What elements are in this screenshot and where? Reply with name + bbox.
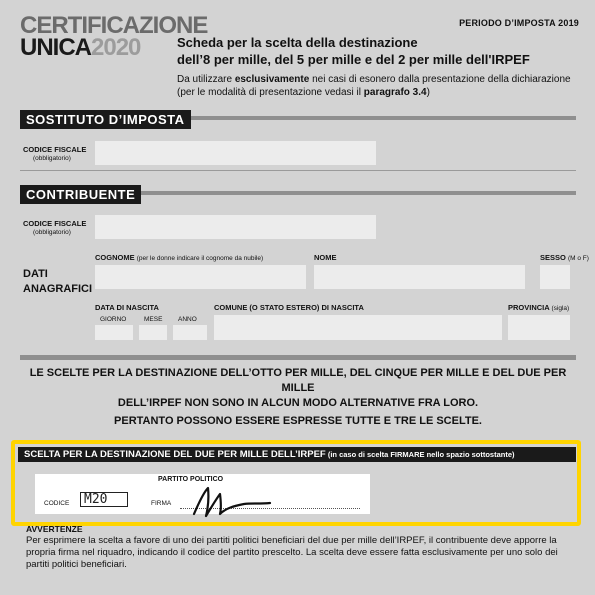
scelta-heading-note-b: FIRMARE [390,450,425,459]
anno-field[interactable] [173,325,207,340]
page-title [177,34,577,68]
label-dati-anagrafici [23,267,92,297]
avvertenze-heading: AVVERTENZE [26,524,83,534]
periodo-imposta: PERIODO D’IMPOSTA 2019 [459,18,579,28]
sesso-field[interactable] [540,265,570,289]
avvertenze-text: Per esprimere la scelta a favore di uno dei partiti politici beneficiari del due per mille dell’IRPEF, il contribuente deve apporre la propria firma nel riquadro, indicando il codice del partito prescelto. La scelta deve essere fatta esclusivamente per uno solo dei partiti politici beneficiari. [26,535,558,570]
comune-field[interactable] [214,315,502,340]
scelta-heading-note-a: (in caso di scelta [325,450,391,459]
sub2a: (per le modalità di presentazione vedasi il [177,87,364,98]
label-codice-fiscale-sostituto: CODICE FISCALE [23,145,87,154]
section-heading-sostituto: SOSTITUTO D’IMPOSTA [20,110,191,129]
nome-field[interactable] [314,265,525,289]
notice-scelte [20,366,576,429]
title-line-1: Scheda per la scelta della destinazione [177,35,418,50]
scelta-heading-note-c: nello spazio sottostante) [424,450,515,459]
label-anno: ANNO [178,316,197,323]
label-obbligatorio-contribuente: (obbligatorio) [33,229,71,236]
sub1a: Da utilizzare [177,74,235,85]
provincia-note: (sigla) [551,305,570,312]
label-firma: FIRMA [151,500,172,507]
page-subtitle [177,73,577,99]
label-nome: NOME [314,253,337,262]
mese-field[interactable] [139,325,167,340]
label-comune: COMUNE (O STATO ESTERO) DI NASCITA [214,303,364,312]
sub2b: paragrafo 3.4 [363,87,427,98]
title-line-2: dell’8 per mille, del 5 per mille e del 2 per mille dell'IRPEF [177,52,530,67]
sesso-text: SESSO [540,253,566,262]
section-band [20,355,576,360]
section-heading-due-per-mille [18,447,576,462]
label-mese: MESE [144,316,163,323]
label-codice: CODICE [44,500,70,507]
label-obbligatorio-sostituto: (obbligatorio) [33,155,71,162]
codice-fiscale-sostituto-field[interactable] [95,141,376,165]
label-giorno: GIORNO [100,316,127,323]
divider [20,170,576,171]
cognome-text: COGNOME [95,253,135,262]
provincia-field[interactable] [508,315,570,340]
sub1b: esclusivamente [234,74,310,85]
label-provincia [508,303,569,312]
notice-line-3: PERTANTO POSSONO ESSERE ESPRESSE TUTTE E TRE LE SCELTE. [114,415,482,427]
notice-line-1: LE SCELTE PER LA DESTINAZIONE DELL’OTTO PER MILLE, DEL CINQUE PER MILLE E DEL DUE PER MILLE [29,367,567,394]
cognome-field[interactable] [95,265,306,289]
sesso-note: (M o F) [567,255,589,262]
label-cognome [95,253,263,262]
codice-fiscale-contribuente-field[interactable] [95,215,376,239]
signature-icon[interactable] [190,484,280,520]
label-codice-fiscale-contribuente: CODICE FISCALE [23,219,87,228]
label-data-nascita: DATA DI NASCITA [95,303,159,312]
provincia-text: PROVINCIA [508,303,550,312]
logo-unica [20,34,141,61]
label-sesso [540,253,589,262]
cognome-note: (per le donne indicare il cognome da nubile) [136,255,264,262]
notice-line-2: DELL’IRPEF NON SONO IN ALCUN MODO ALTERNATIVE FRA LORO. [117,397,479,409]
scelta-heading-text: SCELTA PER LA DESTINAZIONE DEL DUE PER MILLE DELL’IRPEF [24,449,326,460]
dati-line-2: ANAGRAFICI [23,283,93,295]
sub1c: nei casi di esonero dalla presentazione della dichiarazione [309,74,571,85]
dati-line-1: DATI [23,268,48,280]
sub2c: ) [426,87,430,98]
codice-partito-field[interactable]: M20 [80,492,128,507]
giorno-field[interactable] [95,325,133,340]
subtitle-line-2 [177,86,577,99]
logo-certificazione: CERTIFICAZIONE [20,12,208,39]
logo-unica-word: UNICA [20,34,91,61]
logo-year: 2020 [91,34,141,61]
section-heading-contribuente: CONTRIBUENTE [20,185,141,204]
subtitle-line-1 [177,73,577,86]
label-partito-politico: PARTITO POLITICO [158,476,224,483]
